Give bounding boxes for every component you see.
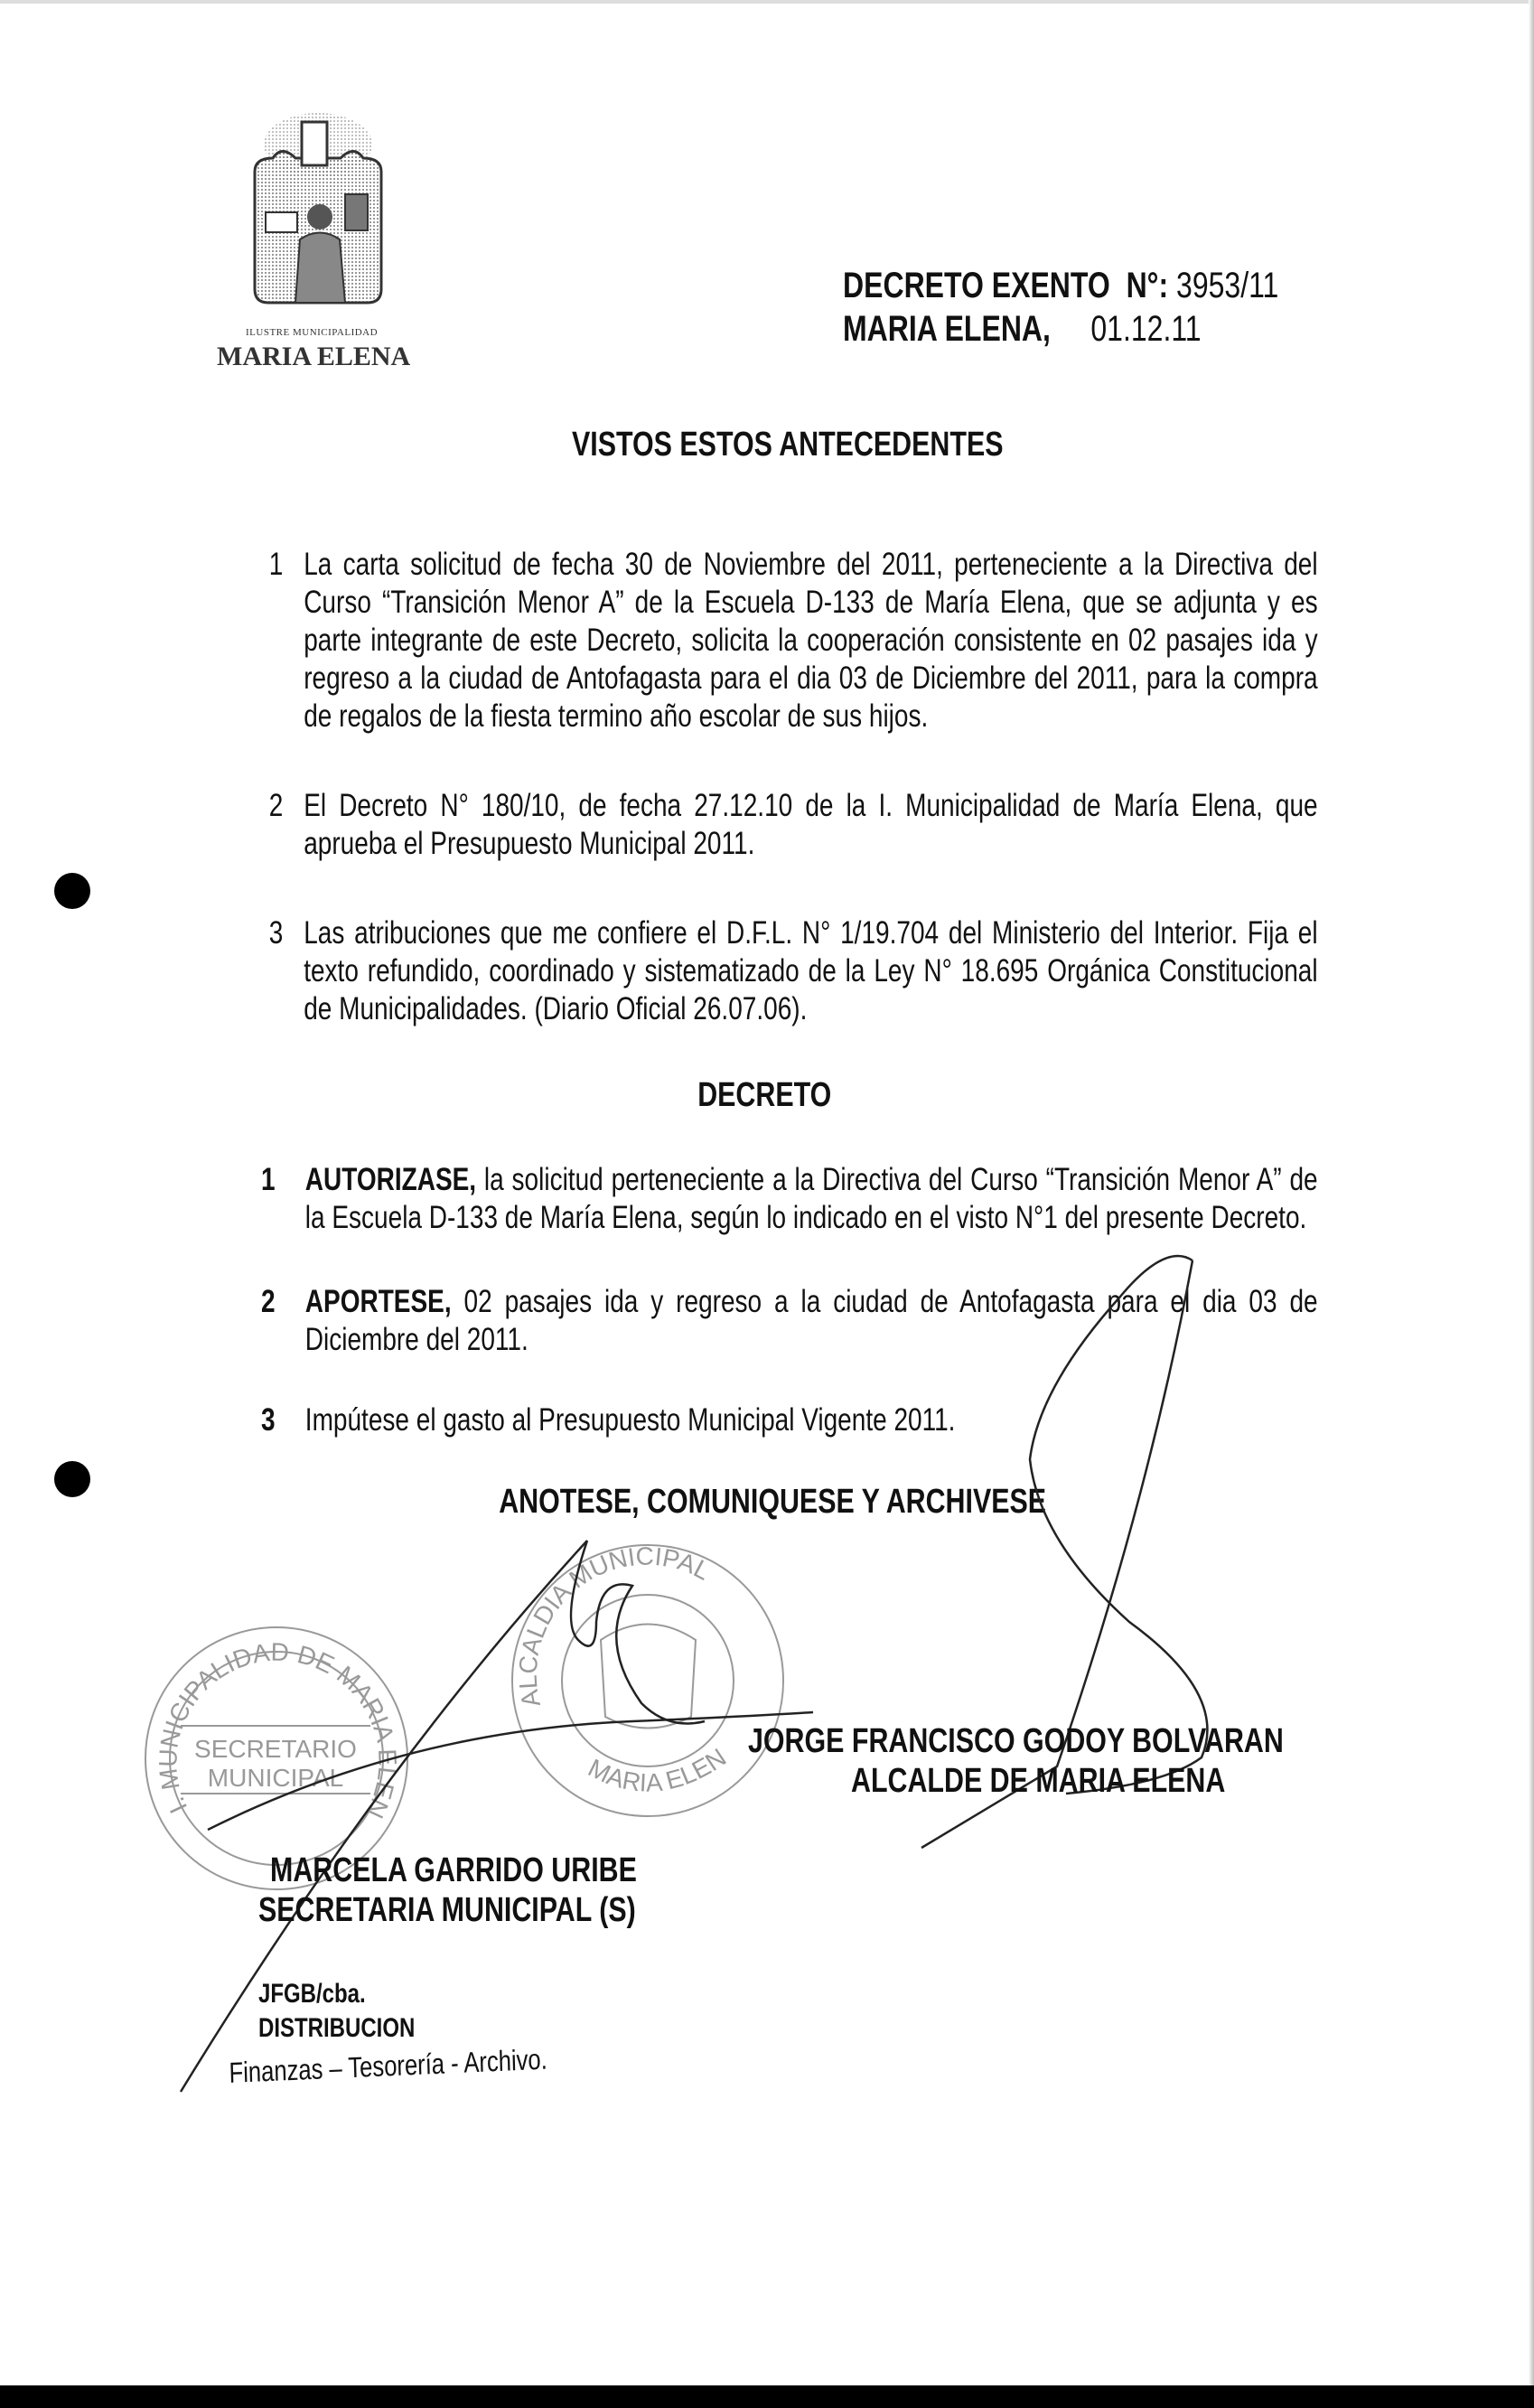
- punch-hole: [54, 873, 90, 909]
- mayor-stamp-ring-bottom: MARIA ELEN: [584, 1742, 732, 1797]
- decree-date: 01.12.11: [1090, 309, 1202, 349]
- decreto-number: 2: [261, 1284, 276, 1319]
- closing-formula: ANOTESE, COMUNIQUESE Y ARCHIVESE: [499, 1483, 1047, 1521]
- logo-name: MARIA ELENA: [217, 342, 411, 371]
- decree-header: [843, 264, 1278, 351]
- decree-label: DECRETO EXENTO: [843, 266, 1110, 305]
- secretary-stamp-line1: SECRETARIO: [194, 1735, 357, 1763]
- decreto-text: 02 pasajes ida y regreso a la ciudad de Antofagasta para el dia 03 de Diciembre del 2011.: [304, 1284, 1318, 1357]
- decreto-lead: APORTESE,: [304, 1284, 452, 1319]
- decreto-heading: DECRETO: [697, 1076, 832, 1114]
- mayor-name: JORGE FRANCISCO GODOY BOLVARAN: [748, 1722, 1284, 1760]
- distribution-label: DISTRIBUCION: [258, 2013, 416, 2043]
- vistos-heading: VISTOS ESTOS ANTECEDENTES: [572, 426, 1004, 464]
- punch-hole: [54, 1461, 90, 1497]
- decreto-item-text: [305, 1283, 1318, 1359]
- secretary-stamp-line2: MUNICIPAL: [207, 1764, 344, 1792]
- coat-of-arms-icon: [246, 108, 390, 321]
- distribution-list: Finanzas – Tesorería - Archivo.: [229, 2042, 548, 2089]
- initials: JFGB/cba.: [258, 1979, 366, 2009]
- decreto-item: [261, 1161, 1318, 1237]
- decreto-number: 3: [261, 1402, 276, 1438]
- visto-text: Las atribuciones que me confiere el D.F.L. N° 1/19.704 del Ministerio del Interior. Fija el texto refundido, coordinado y sistematizado de la Ley N° 18.695 Orgánica Constitucional de Municipalidades. (Diario Oficial 26.07.06).: [304, 915, 1318, 1026]
- visto-number: 1: [268, 547, 284, 582]
- decree-place: MARIA ELENA,: [843, 309, 1051, 349]
- decree-text-body: [261, 546, 1318, 1523]
- decree-number: 3953/11: [1176, 266, 1279, 305]
- secretary-title: SECRETARIA MUNICIPAL (S): [258, 1891, 636, 1929]
- decreto-text: la solicitud perteneciente a la Directiva del Curso “Transición Menor A” de la Escuela D-133 de María Elena, según lo indicado en el visto N°1 del presente Decreto.: [304, 1162, 1318, 1235]
- visto-item: [261, 546, 1318, 736]
- decreto-item: [261, 1283, 1318, 1359]
- visto-number: 3: [268, 915, 284, 951]
- decreto-item-text: [305, 1161, 1318, 1237]
- logo-subtitle: ILUSTRE MUNICIPALIDAD: [246, 327, 379, 338]
- visto-text: La carta solicitud de fecha 30 de Noviembre del 2011, perteneciente a la Directiva del Curso “Transición Menor A” de la Escuela D-133 de María Elena, que se adjunta y es parte integrante de este Decreto, solicita la cooperación consistente en 02 pasajes ida y regreso a la ciudad de Antofagasta para el dia 03 de Diciembre del 2011, para la compra de regalos de la fiesta termino año escolar de sus hijos.: [304, 547, 1318, 734]
- mayor-title: ALCALDE DE MARIA ELENA: [851, 1762, 1226, 1800]
- decreto-item-text: [305, 1401, 1318, 1439]
- visto-text: El Decreto N° 180/10, de fecha 27.12.10 de la I. Municipalidad de María Elena, que aprueba el Presupuesto Municipal 2011.: [304, 788, 1318, 861]
- secretary-name: MARCELA GARRIDO URIBE: [270, 1851, 637, 1889]
- decreto-text: Impútese el gasto al Presupuesto Municipal Vigente 2011.: [304, 1402, 956, 1438]
- scan-bottom-edge: [0, 2385, 1534, 2408]
- mayor-stamp-ring-top: ALCALDIA MUNICIPAL: [513, 1541, 716, 1710]
- signature-block: [0, 1523, 1534, 2173]
- visto-item: [261, 787, 1318, 863]
- visto-item: [261, 914, 1318, 1028]
- decreto-lead: AUTORIZASE,: [304, 1162, 477, 1197]
- scan-top-edge: [0, 0, 1534, 4]
- decree-number-label: N°:: [1126, 266, 1169, 305]
- visto-number: 2: [268, 788, 284, 823]
- document-body: [0, 546, 1534, 2173]
- decreto-number: 1: [261, 1162, 276, 1197]
- municipal-logo: [246, 108, 390, 321]
- secretary-stamp-ring-text: I. MUNICIPALIDAD DE MARIA ELEN: [154, 1637, 402, 1823]
